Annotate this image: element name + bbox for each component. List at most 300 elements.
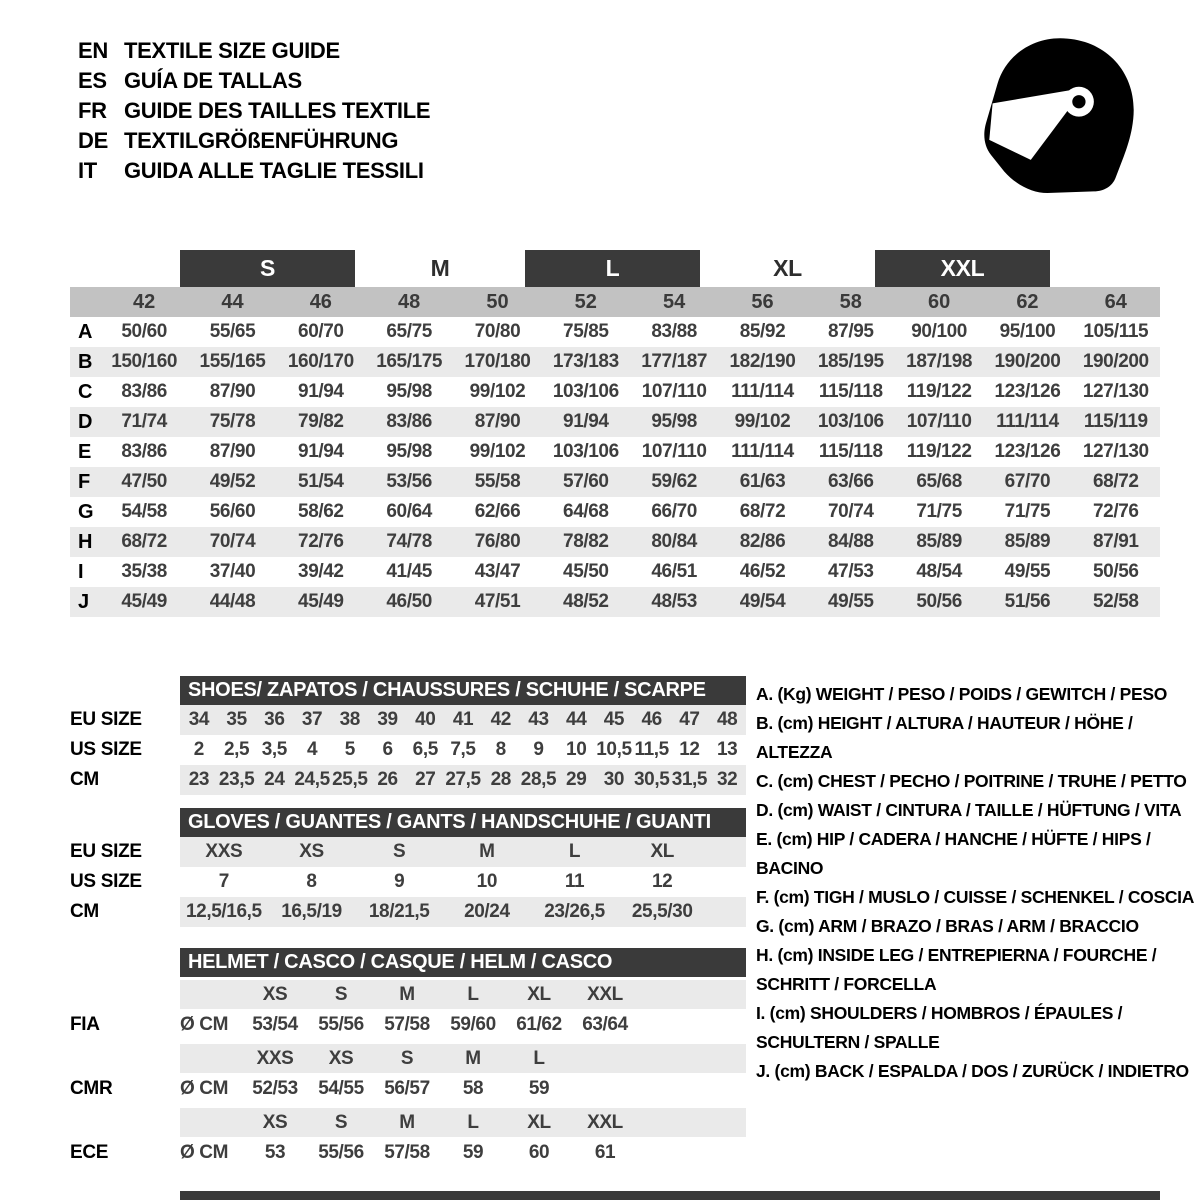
helmet-size-label: L: [467, 1111, 479, 1133]
numeric-size-label: 46: [309, 290, 332, 313]
size-value: 28,5: [520, 769, 557, 790]
size-value: 160/170: [287, 351, 354, 372]
size-value: 72/76: [298, 531, 344, 552]
size-value: 119/122: [906, 441, 972, 462]
guide-title: GUIDA ALLE TAGLIE TESSILI: [124, 158, 424, 183]
helmet-size-value: 61: [594, 1142, 616, 1163]
size-value: 2,5: [223, 739, 250, 760]
row-letter: H: [78, 530, 93, 553]
row-letter: B: [78, 350, 93, 373]
legend-item: B. (cm) HEIGHT / ALTURA / HAUTEUR / HÖHE / ALTEZZA: [756, 713, 1133, 762]
size-value: 111/114: [996, 411, 1059, 432]
size-value: L: [568, 841, 581, 862]
size-value: 25,5: [332, 769, 368, 790]
size-value: 76/80: [474, 531, 521, 552]
size-value: 165/175: [376, 351, 443, 372]
size-value: 37: [301, 709, 323, 730]
numeric-size-label: 64: [1104, 290, 1127, 313]
size-value: 99/102: [469, 381, 526, 402]
table-row: [70, 467, 1160, 497]
size-group-xxl: XXL: [875, 250, 1050, 287]
size-value: 40: [415, 709, 436, 730]
size-value: 67/70: [1004, 471, 1051, 492]
size-value: 37/40: [209, 561, 256, 582]
size-value: 99/102: [469, 441, 526, 462]
legend-item: C. (cm) CHEST / PECHO / POITRINE / TRUHE / PETTO: [756, 771, 1187, 791]
helmet-size-value: 59: [462, 1142, 484, 1163]
table-row: [70, 867, 760, 897]
numeric-size-label: 60: [927, 290, 951, 313]
size-value: 8: [306, 871, 317, 892]
table-row: [70, 407, 1160, 437]
size-value: 87/90: [209, 441, 256, 462]
size-value: 52/58: [1093, 591, 1139, 612]
helmet-size-label: XS: [262, 1111, 288, 1133]
size-value: 95/98: [386, 381, 432, 402]
legend-item: J. (cm) BACK / ESPALDA / DOS / ZURÜCK / INDIETRO: [756, 1061, 1189, 1081]
table-row: [70, 1073, 760, 1105]
numeric-size-label: 58: [839, 290, 862, 313]
size-value: 103/106: [552, 441, 619, 462]
size-value: 78/82: [563, 531, 609, 552]
size-value: 34: [188, 709, 210, 730]
size-value: 7,5: [450, 739, 476, 760]
size-value: 87/90: [209, 381, 256, 402]
size-value: 68/72: [1093, 471, 1139, 492]
language-code: IT: [78, 158, 97, 183]
size-value: 74/78: [386, 531, 432, 552]
helmet-size-header-row: [180, 1044, 746, 1073]
row-label: US SIZE: [70, 739, 142, 760]
table-row: [70, 317, 1160, 347]
table-row: [70, 557, 1160, 587]
size-value: 46: [641, 709, 662, 730]
size-value: 44/48: [209, 591, 256, 612]
helmet-size-label: M: [399, 1111, 415, 1133]
diameter-unit-label: Ø CM: [180, 1078, 229, 1099]
size-value: 47/50: [121, 471, 167, 492]
helmet-size-table: [70, 948, 760, 1169]
size-value: 18/21,5: [368, 901, 430, 922]
numeric-size-label: 62: [1016, 290, 1039, 313]
size-value: 49/55: [1004, 561, 1051, 582]
size-value: 42: [490, 709, 511, 730]
numeric-size-label: 50: [486, 290, 509, 313]
size-value: 70/74: [828, 501, 874, 522]
size-value: 47/51: [474, 591, 521, 612]
size-value: 25,5/30: [631, 901, 693, 922]
row-values: [180, 867, 746, 897]
table-row: [70, 527, 1160, 557]
size-value: 47: [679, 709, 700, 730]
legend-item: F. (cm) TIGH / MUSLO / CUISSE / SCHENKEL / COSCIA: [756, 887, 1195, 907]
standard-label-fia: FIA: [70, 1014, 100, 1035]
size-value: 119/122: [906, 381, 972, 402]
size-value: 12,5/16,5: [186, 901, 262, 922]
size-value: XS: [299, 841, 324, 862]
size-value: 190/200: [994, 351, 1061, 372]
row-label: CM: [70, 769, 99, 790]
size-value: 55/58: [474, 471, 521, 492]
size-value: 39: [377, 709, 398, 730]
standard-label-cmr: CMR: [70, 1078, 113, 1099]
size-value: 27,5: [445, 769, 481, 790]
size-value: 80/84: [651, 531, 697, 552]
size-value: 91/94: [563, 411, 609, 432]
size-value: 155/165: [199, 351, 266, 372]
size-value: 90/100: [911, 321, 967, 342]
helmet-size-label: XXL: [587, 983, 623, 1005]
size-group-l: L: [525, 250, 700, 287]
size-value: 49/54: [739, 591, 786, 612]
size-value: 95/100: [999, 321, 1056, 342]
size-value: 123/126: [994, 381, 1061, 402]
helmet-size-label: S: [400, 1047, 414, 1069]
size-value: 48: [716, 709, 738, 730]
row-letter: C: [78, 380, 93, 403]
size-value: 51/56: [1004, 591, 1051, 612]
table-row: [70, 897, 760, 927]
size-value: 87/91: [1093, 531, 1139, 552]
helmet-size-label: M: [465, 1047, 481, 1069]
size-value: 83/88: [651, 321, 697, 342]
size-value: 48/53: [651, 591, 697, 612]
row-values: [180, 765, 746, 795]
table-row: [70, 587, 1160, 617]
size-value: 46/52: [739, 561, 786, 582]
size-value: 24: [264, 769, 285, 790]
language-title-list: [78, 36, 430, 186]
size-value: 10: [476, 871, 498, 892]
guide-title: GUIDE DES TAILLES TEXTILE: [124, 98, 431, 123]
bottom-bar: [180, 1191, 1160, 1200]
size-value: 71/74: [121, 411, 167, 432]
row-letter: G: [78, 500, 94, 523]
language-code: ES: [78, 68, 107, 93]
size-value: 45/49: [298, 591, 344, 612]
size-value: 115/118: [818, 441, 883, 462]
size-value: 85/89: [916, 531, 962, 552]
size-group-xl: XL: [773, 255, 802, 281]
table-row: [70, 1009, 760, 1041]
size-value: 5: [344, 739, 355, 760]
size-value: 3,5: [261, 739, 287, 760]
helmet-size-label: XL: [527, 983, 551, 1005]
size-value: 95/98: [651, 411, 697, 432]
gloves-table-title: GLOVES / GUANTES / GANTS / HANDSCHUHE / GUANTI: [180, 808, 746, 837]
size-value: 127/130: [1082, 441, 1149, 462]
diameter-unit-label: Ø CM: [180, 1142, 229, 1163]
language-row: [78, 36, 430, 66]
size-value: 41: [452, 709, 474, 730]
size-value: 24,5: [294, 769, 330, 790]
helmet-size-value: 59/60: [450, 1014, 496, 1035]
size-value: 57/60: [563, 471, 609, 492]
measurement-rows: [70, 317, 1160, 617]
table-row: [70, 735, 760, 765]
size-value: 71/75: [916, 501, 962, 522]
row-letter: I: [78, 560, 84, 583]
size-value: 185/195: [817, 351, 884, 372]
size-value: XL: [650, 841, 674, 862]
size-value: 70/80: [474, 321, 521, 342]
language-row: [78, 66, 430, 96]
legend-item: E. (cm) HIP / CADERA / HANCHE / HÜFTE / HIPS / BACINO: [756, 829, 1151, 878]
legend-item: I. (cm) SHOULDERS / HOMBROS / ÉPAULES / SCHULTERN / SPALLE: [756, 1003, 1123, 1052]
legend-item: H. (cm) INSIDE LEG / ENTREPIERNA / FOURCHE / SCHRITT / FORCELLA: [756, 945, 1157, 994]
helmet-size-value: 54/55: [318, 1078, 364, 1099]
row-letter: D: [78, 410, 93, 433]
size-value: 26: [377, 769, 398, 790]
size-value: 23,5: [218, 769, 255, 790]
size-value: 72/76: [1093, 501, 1139, 522]
size-value: 50/60: [121, 321, 167, 342]
gloves-size-table: [70, 808, 760, 927]
helmet-size-value: 63/64: [582, 1014, 628, 1035]
helmet-size-label: XS: [328, 1047, 354, 1069]
numeric-size-label: 56: [751, 290, 774, 313]
diameter-unit-label: Ø CM: [180, 1014, 229, 1035]
row-values: [180, 1073, 746, 1105]
language-code: DE: [78, 128, 108, 153]
size-value: 11,5: [634, 739, 669, 760]
size-value: 64/68: [563, 501, 609, 522]
legend-item: G. (cm) ARM / BRAZO / BRAS / ARM / BRACCIO: [756, 916, 1139, 936]
size-value: 127/130: [1082, 381, 1149, 402]
size-group-s: S: [180, 250, 355, 287]
size-value: 12: [652, 871, 673, 892]
size-value: 35: [226, 709, 247, 730]
size-value: 190/200: [1082, 351, 1149, 372]
numeric-size-header-row: [70, 287, 1160, 317]
numeric-size-label: 54: [663, 290, 686, 313]
table-row: [70, 765, 760, 795]
size-value: 10: [566, 739, 587, 760]
helmet-size-value: 59: [528, 1078, 550, 1099]
row-values: [180, 837, 746, 867]
size-value: 29: [566, 769, 587, 790]
size-value: 71/75: [1004, 501, 1051, 522]
size-value: 36: [264, 709, 285, 730]
helmet-size-label: XS: [262, 983, 288, 1005]
size-value: 35/38: [121, 561, 167, 582]
row-letter: F: [78, 470, 90, 493]
size-value: 46/50: [386, 591, 432, 612]
size-value: 68/72: [121, 531, 167, 552]
size-value: 107/110: [641, 441, 707, 462]
size-value: 115/119: [1083, 411, 1148, 432]
helmet-size-value: 55/56: [318, 1142, 364, 1163]
size-value: 45/50: [563, 561, 609, 582]
size-value: XXS: [205, 841, 243, 862]
standard-label-ece: ECE: [70, 1142, 109, 1163]
size-group-m: M: [430, 255, 450, 281]
size-value: 70/74: [209, 531, 256, 552]
helmet-size-label: S: [334, 1111, 348, 1133]
size-value: 45/49: [121, 591, 167, 612]
row-label: EU SIZE: [70, 709, 142, 730]
helmet-size-value: 61/62: [516, 1014, 562, 1035]
size-value: 7: [218, 871, 229, 892]
size-value: 150/160: [111, 351, 178, 372]
language-row: [78, 156, 430, 186]
size-value: 11: [564, 871, 585, 892]
size-value: 50/56: [1093, 561, 1139, 582]
legend-item: D. (cm) WAIST / CINTURA / TAILLE / HÜFTUNG / VITA: [756, 800, 1182, 820]
size-value: 46/51: [651, 561, 697, 582]
size-value: 85/92: [739, 321, 786, 342]
language-code: FR: [78, 98, 107, 123]
row-values: [180, 735, 746, 765]
size-value: 39/42: [298, 561, 344, 582]
size-value: 83/86: [121, 381, 167, 402]
size-value: 30,5: [633, 769, 670, 790]
shoes-size-table: [70, 676, 760, 795]
helmet-size-value: 52/53: [252, 1078, 298, 1099]
helmet-size-label: L: [467, 983, 479, 1005]
helmet-size-label: S: [334, 983, 348, 1005]
legend-item: A. (Kg) WEIGHT / PESO / POIDS / GEWITCH / PESO: [756, 684, 1168, 704]
size-value: 87/95: [828, 321, 874, 342]
shoes-table-title: SHOES/ ZAPATOS / CHAUSSURES / SCHUHE / SCARPE: [180, 676, 746, 705]
size-value: 83/86: [386, 411, 432, 432]
guide-title: TEXTILGRÖßENFÜHRUNG: [124, 128, 399, 153]
table-row: [70, 1137, 760, 1169]
size-value: 38: [339, 709, 360, 730]
table-row: [70, 377, 1160, 407]
size-value: 123/126: [994, 441, 1061, 462]
size-value: 9: [394, 871, 405, 892]
size-value: 30: [603, 769, 625, 790]
size-value: 48/54: [916, 561, 962, 582]
size-value: 49/52: [209, 471, 256, 492]
size-value: 4: [306, 739, 318, 760]
size-value: 28: [490, 769, 511, 790]
size-value: 187/198: [906, 351, 973, 372]
size-value: 111/114: [731, 381, 794, 402]
size-value: 9: [533, 739, 544, 760]
size-value: 41/45: [386, 561, 432, 582]
table-row: [70, 837, 760, 867]
language-row: [78, 126, 430, 156]
helmet-size-value: 55/56: [318, 1014, 364, 1035]
size-value: 107/110: [906, 411, 972, 432]
table-row: [70, 437, 1160, 467]
row-values: [180, 1137, 746, 1169]
helmet-size-label: XXS: [256, 1047, 294, 1069]
size-value: 53/56: [386, 471, 432, 492]
size-value: 62/66: [474, 501, 521, 522]
size-value: 49/55: [828, 591, 874, 612]
size-value: 8: [495, 739, 506, 760]
row-values: [180, 1009, 746, 1041]
size-value: 51/54: [298, 471, 344, 492]
row-letter: J: [78, 590, 89, 613]
size-value: 79/82: [298, 411, 344, 432]
helmet-size-value: 60: [528, 1142, 550, 1163]
size-value: 60/64: [386, 501, 432, 522]
size-value: 182/190: [729, 351, 796, 372]
size-value: 13: [716, 739, 738, 760]
numeric-size-label: 48: [398, 290, 421, 313]
size-value: 43: [528, 709, 549, 730]
size-value: 10,5: [596, 739, 632, 760]
helmet-size-value: 57/58: [384, 1014, 430, 1035]
size-value: 103/106: [552, 381, 619, 402]
size-value: 59/62: [651, 471, 697, 492]
size-value: 44: [566, 709, 587, 730]
row-label: CM: [70, 901, 99, 922]
size-value: 55/65: [209, 321, 256, 342]
size-value: 99/102: [734, 411, 791, 432]
size-value: 61/63: [739, 471, 786, 492]
helmet-size-header-row: [180, 1108, 746, 1137]
helmet-size-label: XXL: [587, 1111, 623, 1133]
size-value: 2: [193, 739, 204, 760]
numeric-size-label: 42: [133, 290, 156, 313]
racing-helmet-icon: [975, 32, 1143, 198]
row-label: EU SIZE: [70, 841, 142, 862]
helmet-size-value: 53/54: [252, 1014, 298, 1035]
language-code: EN: [78, 38, 108, 63]
size-value: 65/68: [916, 471, 962, 492]
measurement-legend: [756, 680, 1200, 1086]
table-row: [70, 347, 1160, 377]
size-value: 115/118: [818, 381, 883, 402]
size-value: 82/86: [739, 531, 786, 552]
size-value: 103/106: [817, 411, 884, 432]
helmet-size-value: 58: [462, 1078, 484, 1099]
size-value: 50/56: [916, 591, 962, 612]
size-value: 45: [603, 709, 625, 730]
size-value: 54/58: [121, 501, 167, 522]
size-value: 32: [716, 769, 738, 790]
size-value: 43/47: [474, 561, 521, 582]
size-value: 27: [415, 769, 436, 790]
size-value: 91/94: [298, 381, 344, 402]
size-value: 6,5: [412, 739, 438, 760]
size-value: 16,5/19: [281, 901, 342, 922]
size-value: 23/26,5: [544, 901, 605, 922]
size-value: 84/88: [828, 531, 874, 552]
size-value: 95/98: [386, 441, 432, 462]
size-value: 75/85: [563, 321, 609, 342]
size-value: 87/90: [474, 411, 521, 432]
row-values: [180, 705, 746, 735]
size-value: 6: [382, 739, 393, 760]
row-letter: A: [78, 320, 93, 343]
size-value: 65/75: [386, 321, 432, 342]
size-value: 56/60: [209, 501, 256, 522]
size-value: M: [479, 841, 495, 862]
size-value: 20/24: [464, 901, 510, 922]
guide-title: GUÍA DE TALLAS: [124, 68, 302, 93]
size-value: 68/72: [739, 501, 786, 522]
helmet-size-value: 53: [264, 1142, 286, 1163]
size-value: 107/110: [641, 381, 707, 402]
size-value: 58/62: [298, 501, 344, 522]
helmet-size-label: M: [399, 983, 415, 1005]
numeric-size-label: 52: [574, 290, 597, 313]
size-value: 177/187: [641, 351, 708, 372]
size-value: 66/70: [651, 501, 697, 522]
helmet-size-label: XL: [527, 1111, 551, 1133]
table-row: [70, 705, 760, 735]
size-value: 85/89: [1004, 531, 1051, 552]
size-value: 47/53: [828, 561, 874, 582]
size-group-header-row: [70, 250, 1160, 287]
helmet-size-value: 56/57: [384, 1078, 430, 1099]
